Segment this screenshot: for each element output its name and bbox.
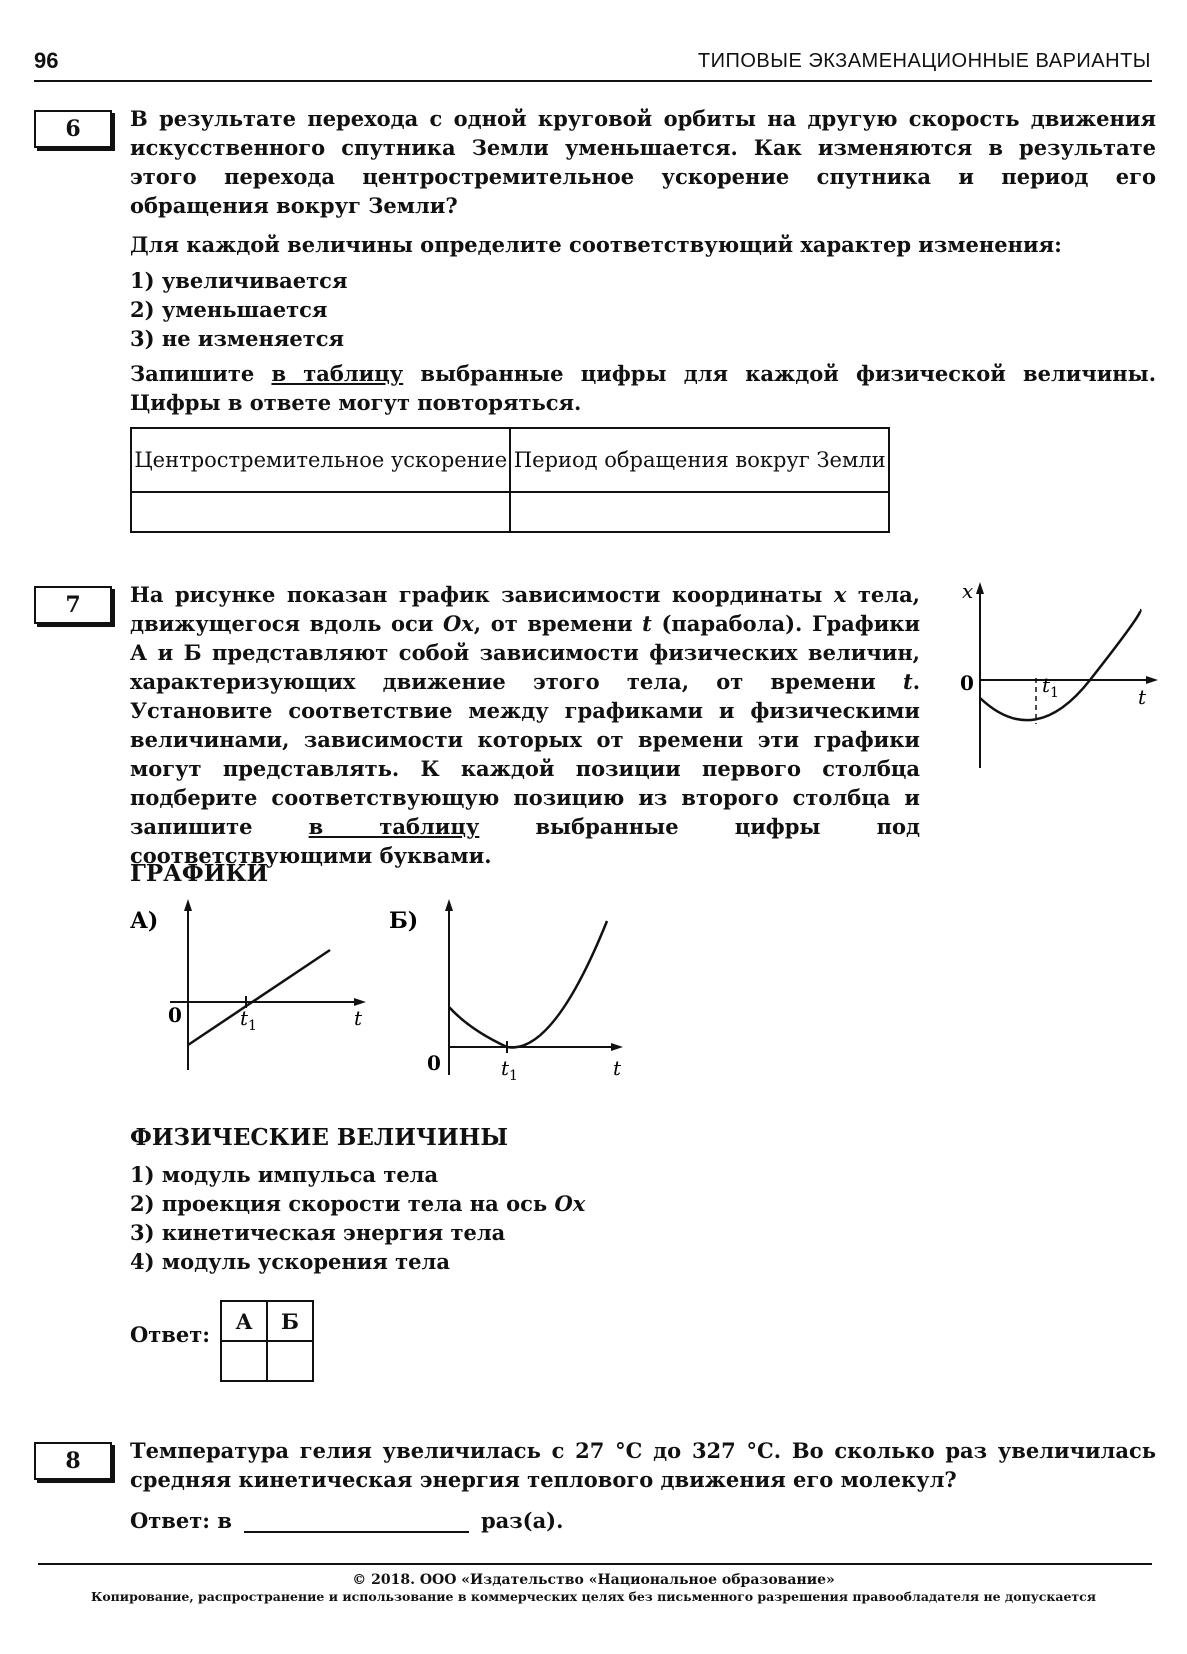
answer-label: Ответ: bbox=[130, 1322, 211, 1347]
question-8-answer bbox=[130, 1507, 563, 1533]
question-8-text: Температура гелия увеличилась с 27 °С до 327 °С. Во сколько раз увеличилась средняя кинетическая энергия теплового движения его молекул? bbox=[130, 1438, 1156, 1492]
quantity-1: 1) модуль импульса тела bbox=[130, 1162, 439, 1187]
question-6-number: 6 bbox=[34, 110, 112, 148]
q7-text-part: На рисунке показан график зависимости координаты bbox=[130, 582, 834, 607]
quantity-2 bbox=[130, 1189, 585, 1218]
graph-b-y-arrow bbox=[445, 899, 453, 911]
q7-text-part: выбранные цифры под соответствующими буквами. bbox=[130, 814, 920, 868]
t1-subscript: 1 bbox=[1050, 685, 1059, 701]
graph-a-x-arrow bbox=[354, 998, 366, 1006]
graph-a-t1 bbox=[240, 1006, 257, 1034]
option-2: 2) уменьшается bbox=[130, 297, 328, 322]
running-title: ТИПОВЫЕ ЭКЗАМЕНАЦИОННЫЕ ВАРИАНТЫ bbox=[697, 50, 1151, 72]
graph-b-x-label: t bbox=[613, 1056, 622, 1080]
y-axis-arrow bbox=[976, 582, 984, 594]
parabola-curve bbox=[980, 610, 1140, 720]
answer-cell-period[interactable] bbox=[510, 492, 889, 532]
header-rule bbox=[34, 80, 1152, 82]
answer-suffix: раз(а). bbox=[480, 1508, 564, 1533]
answer-cell-acceleration[interactable] bbox=[131, 492, 510, 532]
q7-text-part: тела, движущегося вдоль оси bbox=[130, 582, 920, 636]
graph-b-label: Б) bbox=[389, 908, 419, 934]
write-post: выбранные цифры для каждой физической величины. Цифры в ответе могут повторяться. bbox=[130, 361, 1157, 415]
t1-letter: t bbox=[1042, 673, 1051, 697]
question-7-text bbox=[130, 580, 920, 870]
var-ox: Ox bbox=[442, 611, 474, 636]
var-t: t bbox=[902, 669, 913, 694]
page-number: 96 bbox=[34, 48, 59, 73]
graphs-title: ГРАФИКИ bbox=[130, 860, 269, 887]
answer-cell-b[interactable] bbox=[267, 1341, 313, 1381]
write-pre: Запишите bbox=[130, 361, 272, 386]
quantities-list bbox=[130, 1160, 585, 1276]
question-7-answer-table bbox=[220, 1300, 314, 1382]
question-6-answer-table bbox=[130, 427, 890, 533]
graph-a bbox=[128, 895, 378, 1075]
table-header-acceleration: Центростремительное ускорение bbox=[131, 428, 510, 492]
var-ox: Ox bbox=[554, 1191, 586, 1216]
question-6-write-instruction bbox=[130, 359, 1156, 417]
graph-b bbox=[385, 895, 635, 1090]
var-x: x bbox=[833, 582, 847, 607]
question-6-instruction: Для каждой величины определите соответствующий характер изменения: bbox=[130, 232, 1062, 257]
t1-subscript: 1 bbox=[248, 1018, 257, 1034]
graph-b-t1 bbox=[501, 1056, 518, 1084]
main-graph bbox=[950, 580, 1160, 780]
graph-b-x-arrow bbox=[611, 1043, 623, 1051]
graph-b-origin: 0 bbox=[427, 1051, 441, 1075]
q7-text-part: (парабола). Графики А и Б представляют собой зависимости физических величин, характеризующих движение этого тела, от времени bbox=[130, 611, 921, 694]
var-t: t bbox=[642, 611, 652, 636]
t1-letter: t bbox=[501, 1056, 510, 1080]
origin-label: 0 bbox=[960, 671, 974, 695]
table-link: в таблицу bbox=[271, 361, 404, 386]
x-label: t bbox=[1138, 685, 1147, 709]
y-label: x bbox=[962, 580, 974, 603]
question-6-options bbox=[130, 266, 347, 353]
footer-copyright: © 2018. ООО «Издательство «Национальное образование» bbox=[352, 1572, 835, 1588]
footer-rule bbox=[38, 1563, 1152, 1565]
graph-b-curve bbox=[449, 921, 607, 1047]
option-3: 3) не изменяется bbox=[130, 326, 345, 351]
option-1: 1) увеличивается bbox=[130, 268, 348, 293]
table-link: в таблицу bbox=[308, 814, 480, 839]
x-axis-arrow bbox=[1146, 676, 1158, 684]
t1-label bbox=[1042, 673, 1059, 701]
quantity-2-text: 2) проекция скорости тела на ось bbox=[130, 1191, 555, 1216]
answer-prefix: Ответ: в bbox=[130, 1508, 232, 1533]
answer-blank[interactable] bbox=[244, 1507, 469, 1533]
footer-notice: Копирование, распространение и использование в коммерческих целях без письменного разрешения правообладателя не допускается bbox=[90, 1589, 1097, 1604]
quantity-4: 4) модуль ускорения тела bbox=[130, 1249, 450, 1274]
q7-text-part: . Установите соответствие между графиками и физическими величинами, зависимости которых от времени эти графики могут представлять. К каждой позиции первого столбца подберите соответствующую позицию из второго столбца и запишите bbox=[130, 669, 920, 839]
graph-a-line bbox=[188, 950, 330, 1045]
t1-subscript: 1 bbox=[509, 1068, 518, 1084]
graph-a-x-label: t bbox=[354, 1006, 363, 1030]
quantities-title: ФИЗИЧЕСКИЕ ВЕЛИЧИНЫ bbox=[130, 1124, 509, 1151]
answer-cell-a[interactable] bbox=[221, 1341, 267, 1381]
quantity-3: 3) кинетическая энергия тела bbox=[130, 1220, 506, 1245]
t1-letter: t bbox=[240, 1006, 249, 1030]
question-8-number: 8 bbox=[34, 1442, 112, 1480]
graph-a-y-arrow bbox=[184, 899, 192, 911]
table-header-period: Период обращения вокруг Земли bbox=[510, 428, 889, 492]
question-6-text: В результате перехода с одной круговой орбиты на другую скорость движения искусственного спутника Земли уменьшается. Как изменяются в результате этого перехода центростремительное ускорение спутника и период его обращения вокруг Земли? bbox=[130, 106, 1156, 218]
question-7-number: 7 bbox=[34, 586, 112, 624]
q7-text-part: , от времени bbox=[473, 611, 643, 636]
answer-col-a: А bbox=[221, 1301, 267, 1341]
graph-a-label: А) bbox=[130, 908, 159, 934]
answer-col-b: Б bbox=[267, 1301, 313, 1341]
graph-a-origin: 0 bbox=[168, 1003, 182, 1027]
